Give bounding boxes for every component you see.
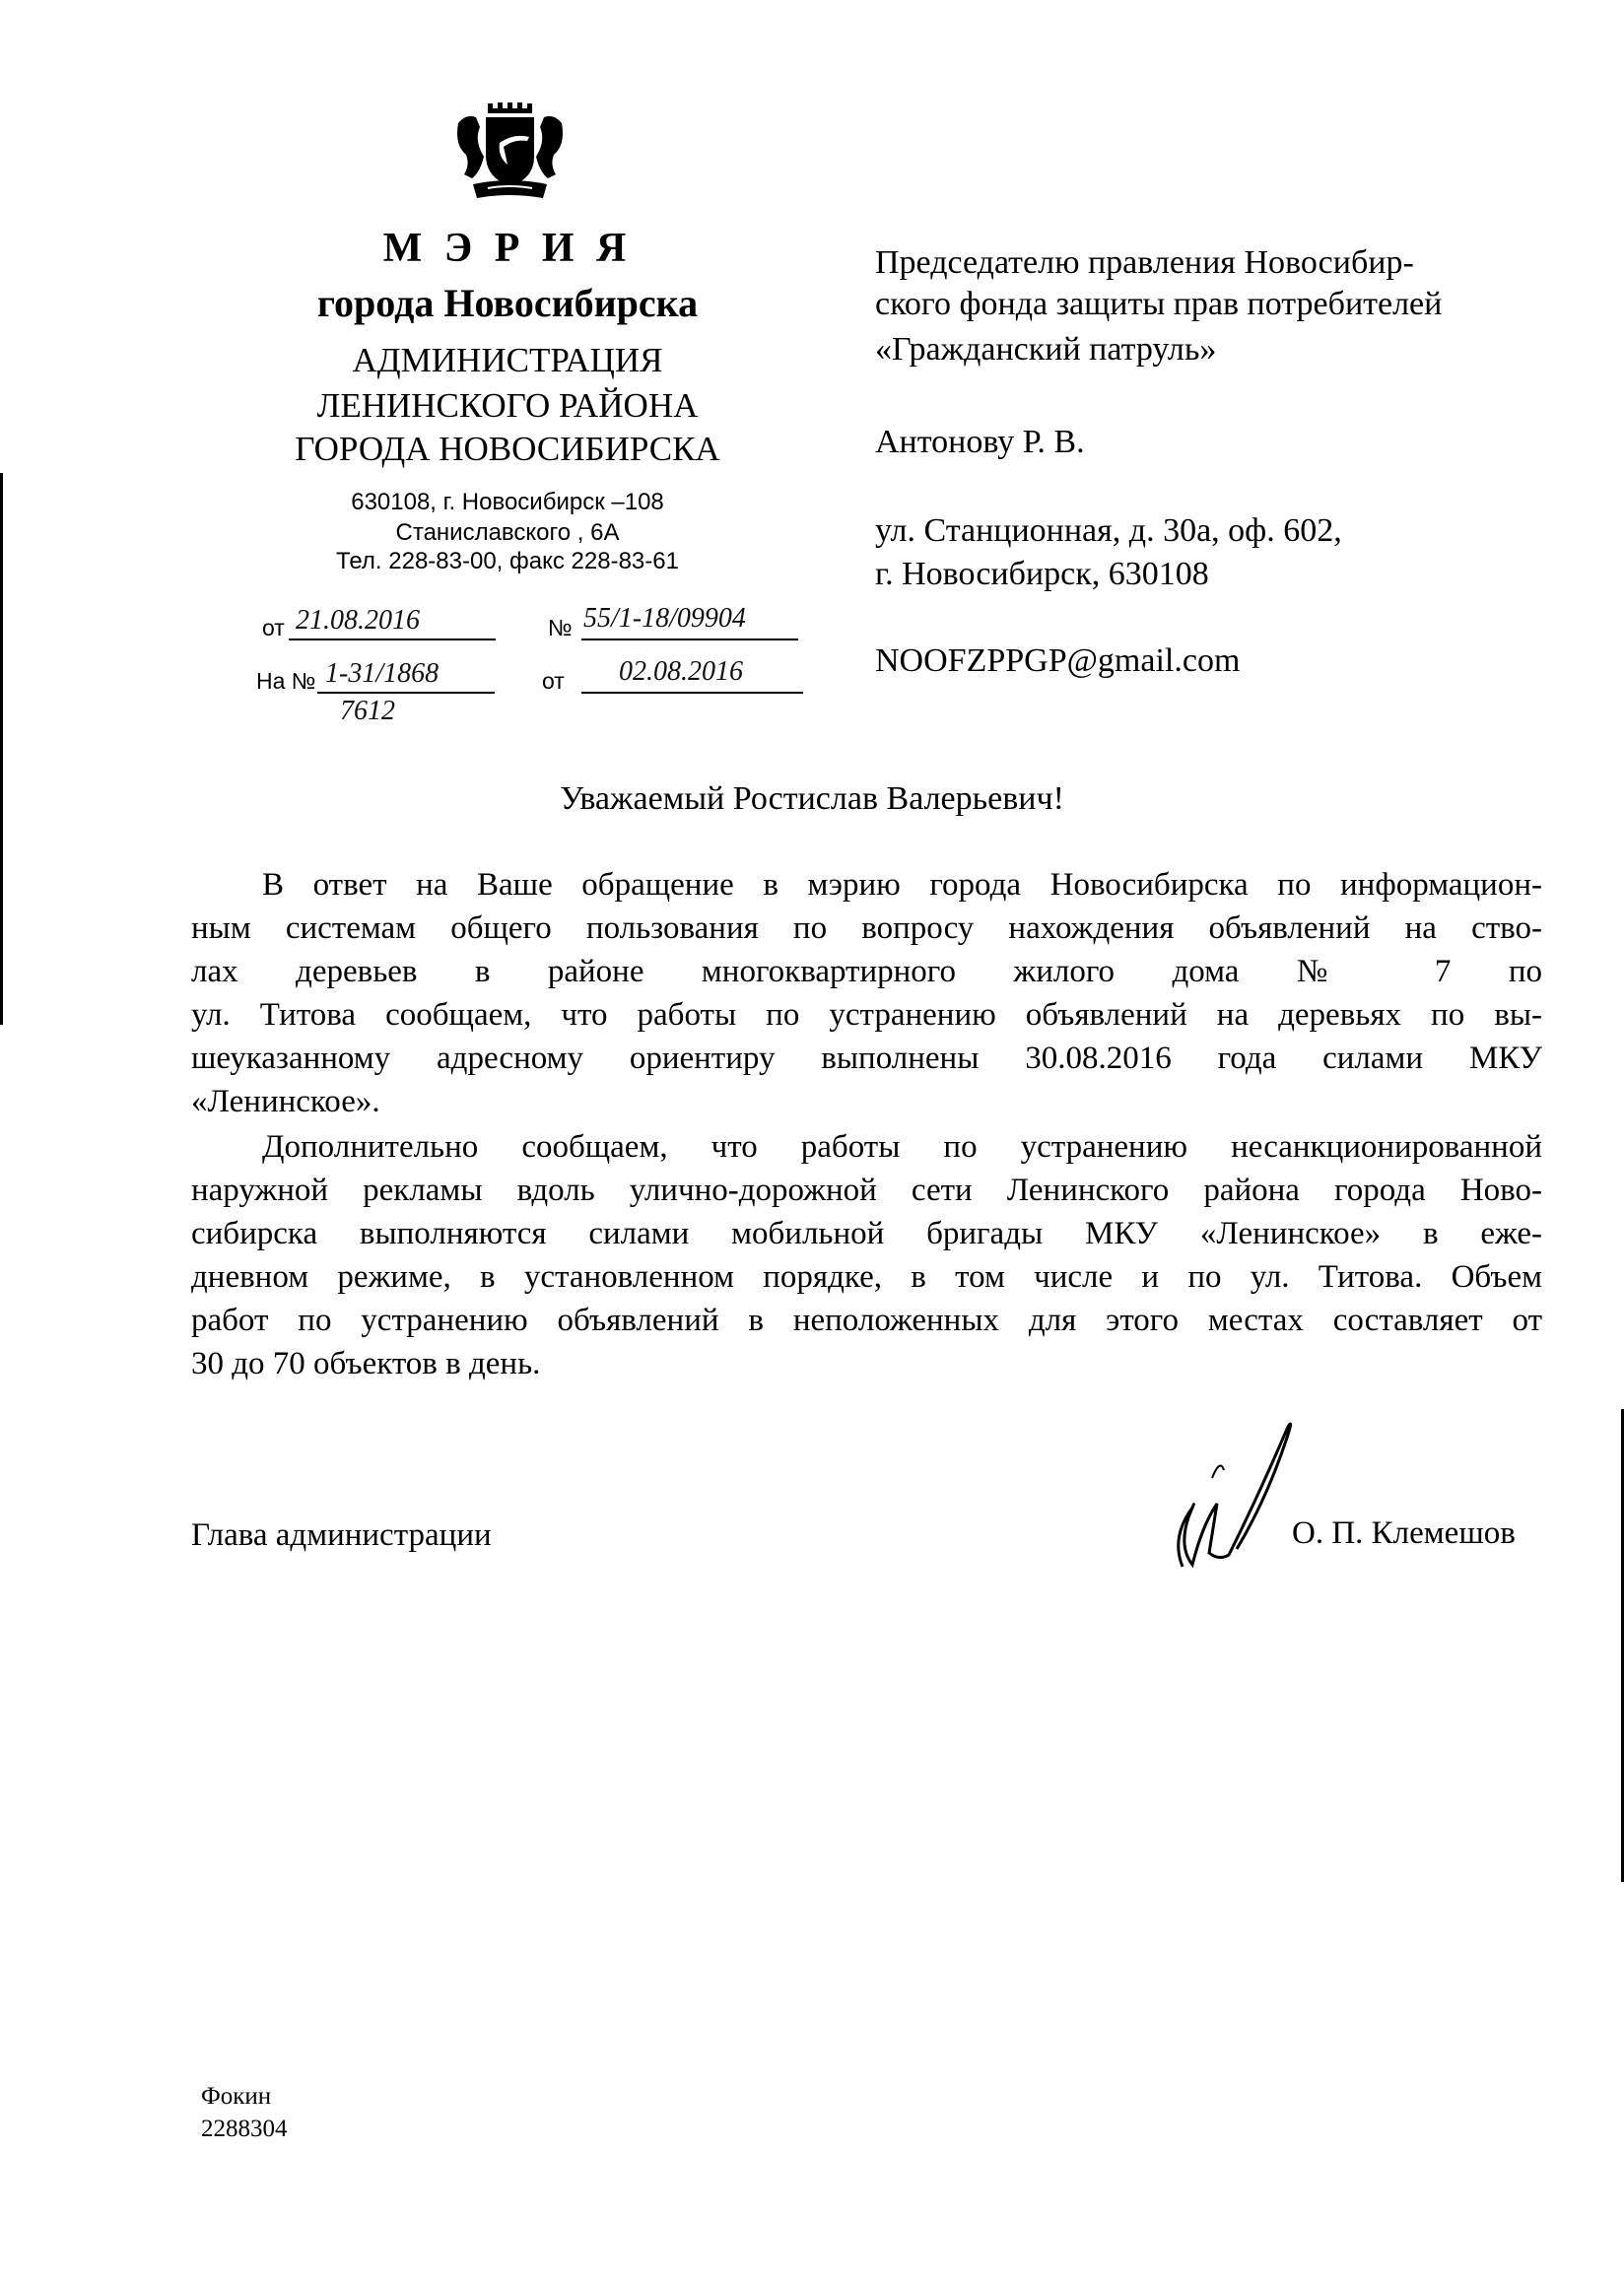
reply-from-label: от [542, 668, 565, 694]
paragraph-1-line: В ответ на Ваше обращение в мэрию города Новосибирска по информацион- [262, 867, 1542, 903]
paragraph-1-line: ул. Титова сообщаем, что работы по устранению объявлений на деревьях по вы- [191, 997, 1542, 1033]
number-label: № [548, 615, 573, 640]
reply-extra-number: 7612 [340, 696, 395, 726]
paragraph-1-line: «Ленинское». [191, 1084, 380, 1119]
paragraph-2-line: Дополнительно сообщаем, что работы по устранению несанкционированной [262, 1129, 1542, 1165]
recipient-name: Антонову Р. В. [875, 424, 1085, 460]
paragraph-2-line: работ по устранению объявлений в неположенных для этого местах составляет от [191, 1303, 1542, 1338]
address-line-3: Тел. 228-83-00, факс 228-83-61 [336, 548, 679, 574]
from-label: от [262, 615, 285, 640]
signatory-name: О. П. Клемешов [1292, 1515, 1516, 1551]
recipient-line-1: Председателю правления Новосибир- [875, 244, 1414, 281]
paragraph-2-line: дневном режиме, в установленном порядке, в том числе и по ул. Титова. Объем [191, 1259, 1542, 1295]
recipient-line-3: «Гражданский патруль» [875, 331, 1217, 368]
signatory-position: Глава администрации [191, 1517, 492, 1553]
reply-number: 1-31/1868 [325, 658, 440, 689]
admin-line-1: АДМИНИСТРАЦИЯ [352, 341, 663, 379]
address-line-2: Станиславского , 6А [395, 519, 620, 546]
executor-phone: 2288304 [201, 2116, 288, 2142]
paragraph-1-line: шеуказанному адресному ориентиру выполнены 30.08.2016 года силами МКУ [191, 1041, 1542, 1076]
admin-line-3: ГОРОДА НОВОСИБИРСКА [295, 430, 720, 468]
address-line-1: 630108, г. Новосибирск –108 [351, 489, 664, 515]
paragraph-2-line: наружной рекламы вдоль улично-дорожной сети Ленинского района города Ново- [191, 1173, 1542, 1208]
reply-date: 02.08.2016 [619, 656, 743, 687]
recipient-line-2: ского фонда защиты прав потребителей [875, 286, 1443, 322]
paragraph-2-line: 30 до 70 объектов в день. [191, 1346, 541, 1381]
executor-name: Фокин [201, 2083, 272, 2110]
paragraph-2-line: сибирска выполняются силами мобильной бригады МКУ «Ленинское» в еже- [191, 1216, 1542, 1251]
scan-edge-mark [0, 473, 3, 1025]
paragraph-1-line: ным системам общего пользования по вопросу нахождения объявлений на ство- [191, 910, 1542, 946]
salutation: Уважаемый Ростислав Валерьевич! [560, 780, 1064, 817]
coat-of-arms-emblem [448, 94, 572, 207]
admin-line-2: ЛЕНИНСКОГО РАЙОНА [316, 386, 699, 425]
outgoing-number: 55/1-18/09904 [583, 603, 746, 634]
paragraph-1-line: лах деревьев в районе многоквартирного жилого дома № 7 по [191, 954, 1542, 989]
recipient-address-1: ул. Станционная, д. 30а, оф. 602, [875, 512, 1342, 549]
recipient-address-2: г. Новосибирск, 630108 [875, 556, 1209, 592]
org-city: города Новосибирска [316, 281, 699, 325]
outgoing-date: 21.08.2016 [296, 605, 420, 636]
reply-number-label: На № [256, 668, 316, 694]
org-name: М Э Р И Я [382, 226, 633, 271]
recipient-email: NOOFZPPGP@gmail.com [875, 642, 1241, 679]
